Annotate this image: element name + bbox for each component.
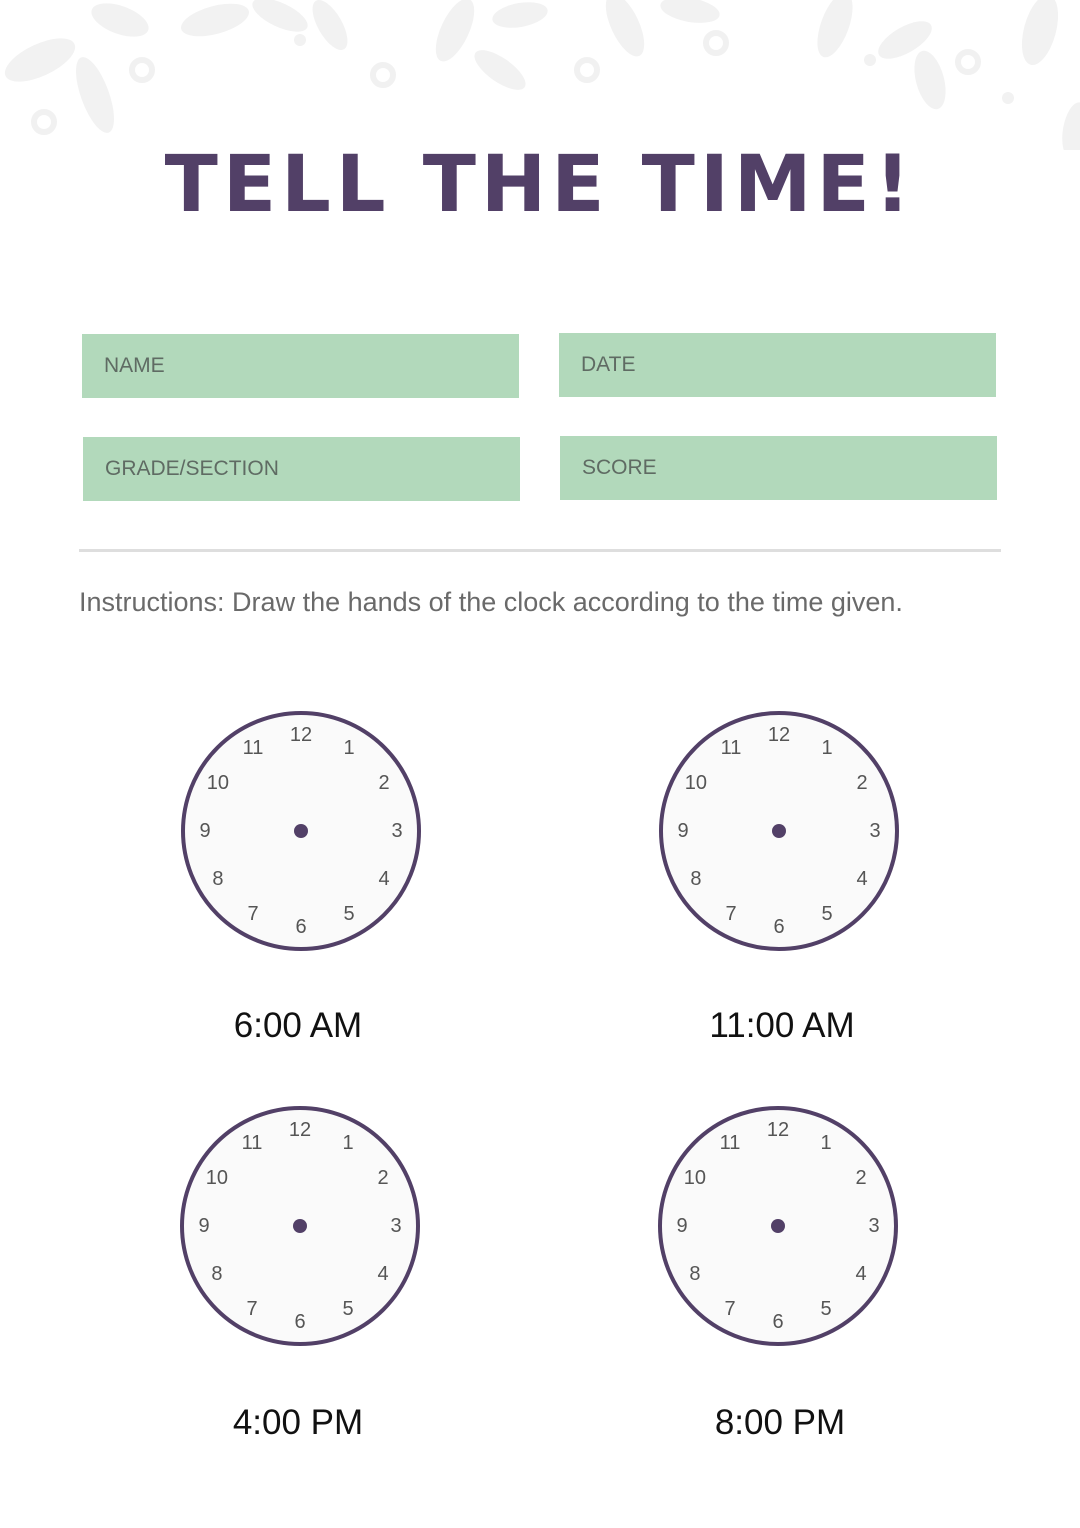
clock-number: 12 xyxy=(767,724,791,746)
clock-number: 6 xyxy=(294,1311,306,1333)
clock-number: 5 xyxy=(343,903,355,926)
clock-time-label: 4:00 PM xyxy=(232,1403,364,1442)
clock-number: 9 xyxy=(198,1215,210,1237)
instructions-text: Instructions: Draw the hands of the clock according to the time given. xyxy=(79,587,903,617)
clock-number: 11 xyxy=(719,1131,741,1154)
clock-number: 4 xyxy=(378,868,390,890)
clock-number: 2 xyxy=(377,1167,389,1189)
clock-number: 8 xyxy=(690,868,702,890)
leaf-decoration xyxy=(0,0,1080,150)
clock-number: 10 xyxy=(205,1167,229,1189)
clock-time-label: 11:00 AM xyxy=(709,1006,855,1045)
clock-center-dot xyxy=(772,824,786,838)
clock-number: 8 xyxy=(689,1263,701,1285)
page-title: TELL THE TIME! xyxy=(164,140,916,230)
clock-number: 7 xyxy=(724,1298,736,1321)
clock-number: 2 xyxy=(856,772,868,794)
clock-number: 1 xyxy=(343,736,355,759)
clock-center-dot xyxy=(293,1219,307,1233)
clock-face[interactable] xyxy=(656,1104,900,1348)
clock-number: 12 xyxy=(766,1119,790,1141)
clock-number: 1 xyxy=(821,736,833,759)
clock-number: 9 xyxy=(676,1215,688,1237)
clock-number: 7 xyxy=(247,903,259,926)
grade-section-field[interactable]: GRADE/SECTION xyxy=(83,437,520,501)
clock-number: 8 xyxy=(211,1263,223,1285)
clock-face[interactable] xyxy=(657,709,901,953)
divider xyxy=(79,549,1001,552)
score-field[interactable]: SCORE xyxy=(560,436,997,500)
clock-number: 8 xyxy=(212,868,224,890)
clock-face[interactable] xyxy=(178,1104,422,1348)
clock-number: 11 xyxy=(242,736,264,759)
clock-center-dot xyxy=(771,1219,785,1233)
clock-number: 6 xyxy=(773,916,785,938)
clock-number: 5 xyxy=(820,1298,832,1321)
clock-number: 4 xyxy=(377,1263,389,1285)
clock-number: 5 xyxy=(821,903,833,926)
clock-time-label: 6:00 AM xyxy=(233,1006,363,1045)
clock-number: 11 xyxy=(720,736,742,759)
clock-number: 4 xyxy=(856,868,868,890)
clock-center-dot xyxy=(294,824,308,838)
clock-number: 7 xyxy=(246,1298,258,1321)
clock-number: 6 xyxy=(772,1311,784,1333)
clock-number: 12 xyxy=(288,1119,312,1141)
clock-number: 1 xyxy=(820,1131,832,1154)
clock-number: 10 xyxy=(683,1167,707,1189)
clock-number: 3 xyxy=(868,1215,880,1237)
clock-number: 3 xyxy=(869,820,881,842)
clock-number: 12 xyxy=(289,724,313,746)
clock-number: 3 xyxy=(391,820,403,842)
clock-number: 11 xyxy=(241,1131,263,1154)
clock-number: 9 xyxy=(199,820,211,842)
clock-number: 2 xyxy=(378,772,390,794)
clock-number: 4 xyxy=(855,1263,867,1285)
clock-number: 5 xyxy=(342,1298,354,1321)
name-field[interactable]: NAME xyxy=(82,334,519,398)
clock-number: 10 xyxy=(206,772,230,794)
clock-number: 2 xyxy=(855,1167,867,1189)
clock-number: 6 xyxy=(295,916,307,938)
clock-number: 9 xyxy=(677,820,689,842)
clock-number: 1 xyxy=(342,1131,354,1154)
clock-time-label: 8:00 PM xyxy=(714,1403,846,1442)
clock-number: 7 xyxy=(725,903,737,926)
date-field[interactable]: DATE xyxy=(559,333,996,397)
clock-number: 3 xyxy=(390,1215,402,1237)
clock-number: 10 xyxy=(684,772,708,794)
clock-face[interactable] xyxy=(179,709,423,953)
